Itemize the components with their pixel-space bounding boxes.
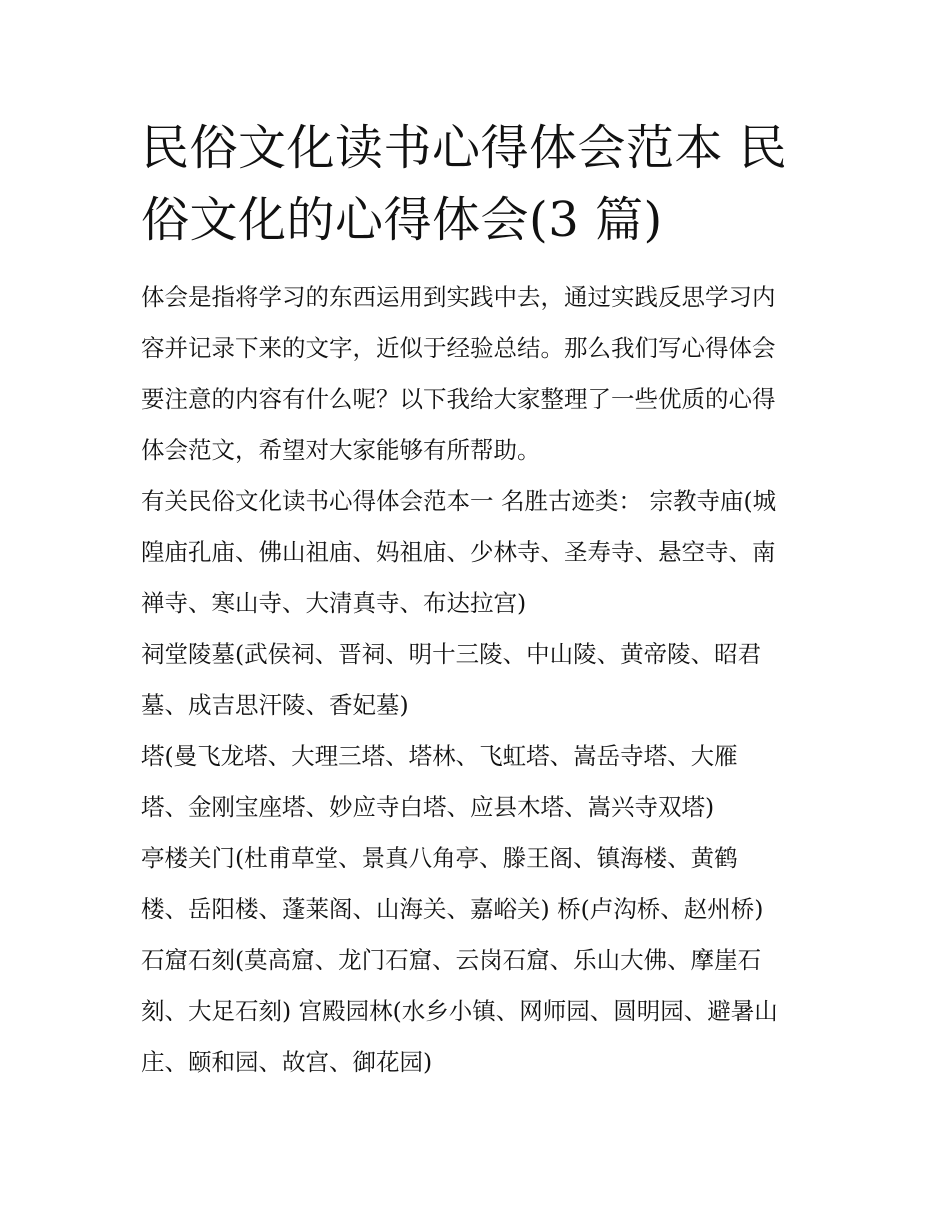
pavilions-gates-paragraph: 亭楼关门(杜甫草堂、景真八角亭、滕王阁、镇海楼、黄鹤 楼、岳阳楼、蓬莱阁、山海关、嘉峪关) 桥(卢沟桥、赵州桥) [141, 844, 764, 923]
pagodas-paragraph: 塔(曼飞龙塔、大理三塔、塔林、飞虹塔、嵩岳寺塔、大雁 塔、金刚宝座塔、妙应寺白塔、应县木塔、嵩兴寺双塔) [141, 742, 738, 821]
grottoes-palaces-paragraph: 石窟石刻(莫高窟、龙门石窟、云岗石窟、乐山大佛、摩崖石 刻、大足石刻) 宫殿园林(水乡小镇、网师园、圆明园、避暑山 庄、颐和园、故宫、御花园) [141, 946, 778, 1076]
document-title: 民俗文化读书心得体会范本 民 俗文化的心得体会(3 篇) [141, 120, 788, 248]
religious-temples-paragraph: 有关民俗文化读书心得体会范本一 名胜古迹类： 宗教寺庙(城 隍庙孔庙、佛山祖庙、妈祖庙、少林寺、圣寿寺、悬空寺、南 禅寺、寒山寺、大清真寺、布达拉宫) [141, 487, 777, 617]
paragraph-list [141, 272, 813, 1088]
shrines-tombs-paragraph: 祠堂陵墓(武侯祠、晋祠、明十三陵、中山陵、黄帝陵、昭君 墓、成吉思汗陵、香妃墓) [141, 640, 762, 719]
document-body [141, 112, 813, 1088]
intro-paragraph: 体会是指将学习的东西运用到实践中去，通过实践反思学习内 容并记录下来的文字，近似于经验总结。那么我们写心得体会 要注意的内容有什么呢？以下我给大家整理了一些优质的心得 体会范文，希望对大家能够有所帮助。 [141, 283, 776, 464]
